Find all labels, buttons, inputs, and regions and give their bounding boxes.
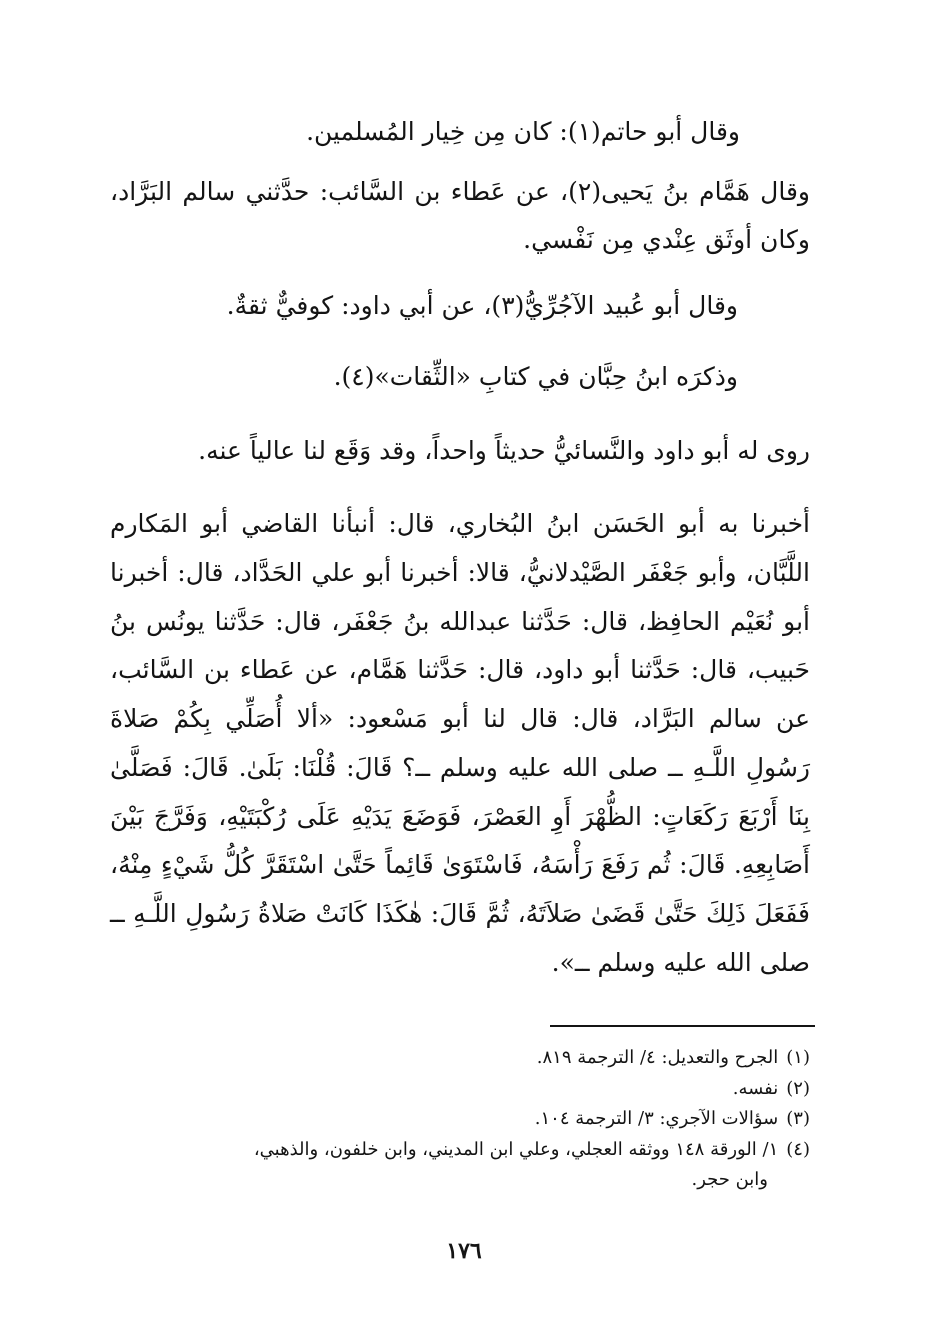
footnote-item <box>110 1043 810 1074</box>
footnote-text: سؤالات الآجري: ٣/ الترجمة ١٠٤. <box>534 1108 779 1130</box>
footnote-number: (٣) <box>786 1108 810 1130</box>
page-number: ١٧٦ <box>446 1238 482 1264</box>
paragraph-ajurri: وقال أبو عُبيد الآجُرِّيُّ(٣)، عن أبي داود: كوفيٌّ ثقةٌ. <box>226 291 738 320</box>
paragraph-hammam: وقال هَمَّام بنُ يَحيى(٢)، عن عَطاء بن السَّائب: حدَّثني سالم البَرَّاد، وكان أوثَق عِنْدي مِن نَفْسي. <box>110 177 810 254</box>
footnote-text: الجرح والتعديل: ٤/ الترجمة ٨١٩. <box>536 1047 779 1068</box>
footnote-item <box>110 1074 810 1105</box>
footnote-text: ١/ الورقة ١٤٨ ووثقه العجلي، وعلي ابن المديني، وابن خلفون، والذهبي، <box>253 1138 779 1160</box>
footnote-item <box>110 1135 810 1196</box>
paragraph-hadith-chain: أخبرنا به أبو الحَسَن ابنُ البُخاري، قال: أنبأنا القاضي أبو المَكارم اللَّبَّان، وأبو جَعْفَر الصَّيْدلانيُّ، قالا: أخبرنا أبو علي الحَدَّاد، قال: أخبرنا أبو نُعَيْم الحافِظ، قال: حَدَّثنا عبدالله بنُ جَعْفَر، قال: حَدَّثنا يونُس بنُ حَبيب، قال: حَدَّثنا أبو داود، قال: حَدَّثنا هَمَّام، عن عَطاء بن السَّائب، عن سالم البَرَّاد، قال: قال لنا أبو مَسْعود: «ألا أُصَلِّي بِكُمْ صَلاةَ رَسُولِ اللَّـهِ ــ صلى الله عليه وسلم ــ؟ قَالَ: قُلْنَا: بَلَىٰ. قَالَ: فَصَلَّىٰ بِنَا أَرْبَعَ رَكَعَاتٍ: الظُّهْرَ أَوِ العَصْرَ، فَوَضَعَ يَدَيْهِ عَلَى رُكْبَتَيْهِ، وَفَرَّجَ بَيْنَ أَصَابِعِهِ. قَالَ: ثُم رَفَعَ رَأْسَهُ، فَاسْتَوَىٰ قَائِماً حَتَّىٰ اسْتَقَرَّ كُلُّ شَيْءٍ مِنْهُ، فَفَعَلَ ذَلِكَ حَتَّىٰ قَضَىٰ صَلاَتَهُ، ثُمَّ قَالَ: هٰكَذَا كَانَتْ صَلاةُ رَسُولِ اللَّـهِ ــ صلى الله عليه وسلم ــ». <box>110 509 811 977</box>
footnote-number: (٢) <box>786 1077 810 1099</box>
footnotes-list <box>110 1043 810 1196</box>
paragraph-ibn-hibban: وذكرَه ابنُ حِبَّان في كتابِ «الثِّقات»(٤). <box>333 362 738 391</box>
footnote-continuation: وابن حجر. <box>691 1169 768 1191</box>
paragraph-abu-hatim: وقال أبو حاتم(١): كان مِن خِيار المُسلمين. <box>306 117 740 146</box>
footnote-number: (٤) <box>786 1138 810 1160</box>
footnote-separator <box>550 1025 815 1027</box>
footnote-item <box>110 1104 810 1135</box>
footnote-text: نفسه. <box>732 1077 779 1099</box>
footnote-number: (١) <box>786 1047 810 1068</box>
paragraph-narration-note: روى له أبو داود والنَّسائيُّ حديثاً واحداً، وقد وَقَع لنا عالياً عنه. <box>198 436 810 465</box>
